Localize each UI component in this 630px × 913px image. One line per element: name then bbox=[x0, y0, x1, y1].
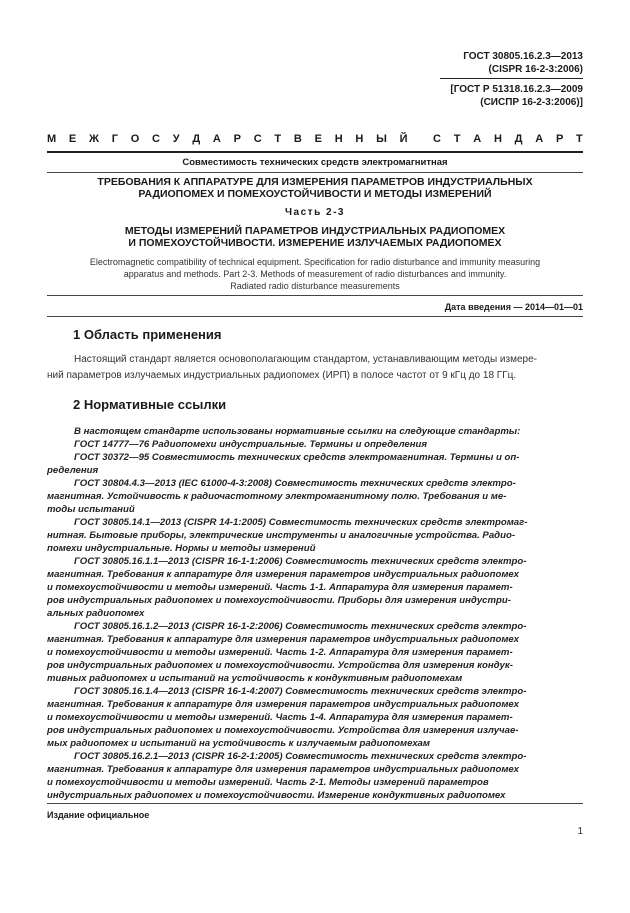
banner-letter: С bbox=[433, 133, 441, 145]
english-title-line: Electromagnetic compatibility of technical equipment. Specification for radio disturbance and immunity measuring bbox=[89, 257, 541, 267]
banner-letter: Н bbox=[355, 133, 364, 145]
title-bottom-rule bbox=[47, 295, 583, 296]
banner-letter: А bbox=[473, 133, 482, 145]
main-title-line: ТРЕБОВАНИЯ К АППАРАТУРЕ ДЛЯ ИЗМЕРЕНИЯ ПАРАМЕТРОВ ИНДУСТРИАЛЬНЫХ bbox=[97, 176, 533, 188]
reference-line: и помехоустойчивости и методы измерений. Часть 1-4. Аппаратура для измерения парамет- bbox=[47, 712, 513, 723]
normative-references-list bbox=[47, 425, 583, 802]
banner-letter: Ж bbox=[89, 133, 99, 145]
banner-letter: А bbox=[535, 133, 544, 145]
banner-letter: Р bbox=[555, 133, 564, 145]
banner-letter: Г bbox=[111, 133, 118, 145]
banner-letter: Е bbox=[68, 133, 77, 145]
reference-line: ГОСТ 30372—95 Совместимость технических средств электромагнитная. Термины и оп- bbox=[74, 452, 520, 463]
part-title-line: И ПОМЕХОУСТОЙЧИВОСТИ. ИЗМЕРЕНИЕ ИЗЛУЧАЕМЫХ РАДИОПОМЕХ bbox=[128, 237, 502, 249]
reference-line: помехи индустриальные. Нормы и методы измерений bbox=[47, 543, 316, 554]
part-number: Часть 2-3 bbox=[285, 207, 345, 218]
banner-letter: Н bbox=[334, 133, 343, 145]
banner-letter: Н bbox=[493, 133, 502, 145]
banner-letter: Р bbox=[233, 133, 241, 145]
reference-line: ров индустриальных радиопомех и помехоустойчивости. Устройства для измерения кондук- bbox=[47, 660, 513, 671]
banner-letter: Т bbox=[576, 133, 583, 145]
reference-line: мых радиопомех и испытаний на устойчивость к излучаемым радиопомехам bbox=[47, 738, 430, 749]
banner-rule bbox=[47, 151, 583, 153]
reference-line: ГОСТ 30805.14.1—2013 (CISPR 14-1:2005) Совместимость технических средств электромаг- bbox=[74, 517, 528, 528]
reference-line: ров индустриальных радиопомех и помехоустойчивости. Приборы для измерения индустри- bbox=[47, 595, 511, 606]
banner-letter: Ы bbox=[376, 133, 387, 145]
banner-letter: О bbox=[130, 133, 140, 145]
reference-line: тоды испытаний bbox=[47, 504, 135, 515]
scope-paragraph bbox=[47, 352, 583, 384]
main-title bbox=[47, 176, 583, 200]
reference-line: ГОСТ 30804.4.3—2013 (IEC 61000-4-3:2008) Совместимость технических средств электро- bbox=[74, 478, 516, 489]
english-title-line: Radiated radio disturbance measurements bbox=[230, 281, 400, 291]
page-number: 1 bbox=[577, 826, 583, 837]
reference-line: ГОСТ 30805.16.1.2—2013 (CISPR 16-1-2:2006) Совместимость технических средств электро- bbox=[74, 621, 527, 632]
reference-line: магнитная. Требования к аппаратуре для измерения параметров индустриальных радиопомех bbox=[47, 699, 519, 710]
reference-line: В настоящем стандарте использованы нормативные ссылки на следующие стандарты: bbox=[74, 426, 521, 437]
gost-r-number: [ГОСТ Р 51318.16.2.3—2009 bbox=[450, 84, 583, 95]
paragraph-line: Настоящий стандарт является основополагающим стандартом, устанавливающим методы измере- bbox=[74, 354, 537, 365]
section-heading-references: 2 Нормативные ссылки bbox=[73, 397, 227, 412]
reference-line: ределения bbox=[47, 465, 99, 476]
reference-line: ГОСТ 30805.16.1.4—2013 (CISPR 16-1-4:2007) Совместимость технических средств электро- bbox=[74, 686, 527, 697]
sispr-number: (СИСПР 16-2-3:2006)] bbox=[480, 97, 583, 108]
part-title bbox=[47, 225, 583, 249]
reference-line: и помехоустойчивости и методы измерений. Часть 2-1. Методы измерений параметров bbox=[47, 777, 489, 788]
standard-designation bbox=[463, 50, 583, 76]
english-title-line: apparatus and methods. Part 2-3. Methods of measurement of radio disturbances and immunity. bbox=[123, 269, 507, 279]
paragraph-line: ний параметров излучаемых индустриальных радиопомех (ИРП) в полосе частот от 9 кГц до 18 ГГц. bbox=[47, 370, 517, 381]
cispr-number: (CISPR 16-2-3:2006) bbox=[488, 64, 583, 75]
reference-line: магнитная. Требования к аппаратуре для измерения параметров индустриальных радиопомех bbox=[47, 634, 519, 645]
title-rule bbox=[47, 172, 583, 173]
banner-letter: Т bbox=[274, 133, 282, 145]
reference-line: индустриальных радиопомех и помехоустойчивости. Измерение кондуктивных радиопомех bbox=[47, 790, 506, 801]
reference-line: и помехоустойчивости и методы измерений. Часть 1-2. Аппаратура для измерения парамет- bbox=[47, 647, 513, 658]
english-title bbox=[47, 256, 583, 292]
banner-letter: А bbox=[212, 133, 221, 145]
reference-line: магнитная. Требования к аппаратуре для измерения параметров индустриальных радиопомех bbox=[47, 764, 519, 775]
reference-line: магнитная. Требования к аппаратуре для измерения параметров индустриальных радиопомех bbox=[47, 569, 519, 580]
reference-line: ров индустриальных радиопомех и помехоустойчивости. Устройства для измерения излучае- bbox=[47, 725, 519, 736]
banner-letter: М bbox=[47, 133, 57, 145]
banner-letter: С bbox=[152, 133, 160, 145]
banner-letter: Й bbox=[399, 133, 408, 145]
header-divider bbox=[440, 78, 583, 79]
banner-letter: Е bbox=[314, 133, 322, 145]
banner-letter: В bbox=[293, 133, 302, 145]
reference-line: ГОСТ 14777—76 Радиопомехи индустриальные. Термины и определения bbox=[74, 439, 428, 450]
introduction-date: Дата введения — 2014—01—01 bbox=[444, 302, 583, 312]
official-edition-label: Издание официальное bbox=[47, 810, 150, 820]
gost-number: ГОСТ 30805.16.2.3—2013 bbox=[463, 51, 583, 62]
banner-letter: Д bbox=[192, 133, 201, 145]
banner-letter: С bbox=[253, 133, 262, 145]
banner-letter: Т bbox=[453, 133, 461, 145]
banner-letter: У bbox=[172, 133, 180, 145]
footer-rule bbox=[47, 803, 583, 804]
section-heading-scope: 1 Область применения bbox=[73, 327, 222, 342]
reference-line: тивных радиопомех и испытаний на устойчивость к кондуктивным радиопомехам bbox=[47, 673, 463, 684]
reference-line: нитная. Бытовые приборы, электрические инструменты и аналогичные устройства. Радио- bbox=[47, 530, 516, 541]
standard-group-title: Совместимость технических средств электромагнитная bbox=[182, 157, 448, 168]
reference-line: магнитная. Устойчивость к радиочастотному электромагнитному полю. Требования и ме- bbox=[47, 491, 507, 502]
reference-line: ГОСТ 30805.16.2.1—2013 (CISPR 16-2-1:2005) Совместимость технических средств электро- bbox=[74, 751, 527, 762]
reference-line: и помехоустойчивости и методы измерений. Часть 1-1. Аппаратура для измерения парамет- bbox=[47, 582, 513, 593]
intro-date-rule bbox=[47, 316, 583, 317]
reference-line: ГОСТ 30805.16.1.1—2013 (CISPR 16-1-1:2006) Совместимость технических средств электро- bbox=[74, 556, 527, 567]
interstate-standard-banner bbox=[47, 133, 583, 145]
main-title-line: РАДИОПОМЕХ И ПОМЕХОУСТОЙЧИВОСТИ И МЕТОДЫ ИЗМЕРЕНИЙ bbox=[138, 188, 492, 200]
part-title-line: МЕТОДЫ ИЗМЕРЕНИЙ ПАРАМЕТРОВ ИНДУСТРИАЛЬНЫХ РАДИОПОМЕХ bbox=[124, 225, 506, 237]
reference-line: альных радиопомех bbox=[47, 608, 145, 619]
standard-replacement-designation bbox=[450, 83, 583, 109]
banner-letter: Д bbox=[514, 133, 523, 145]
